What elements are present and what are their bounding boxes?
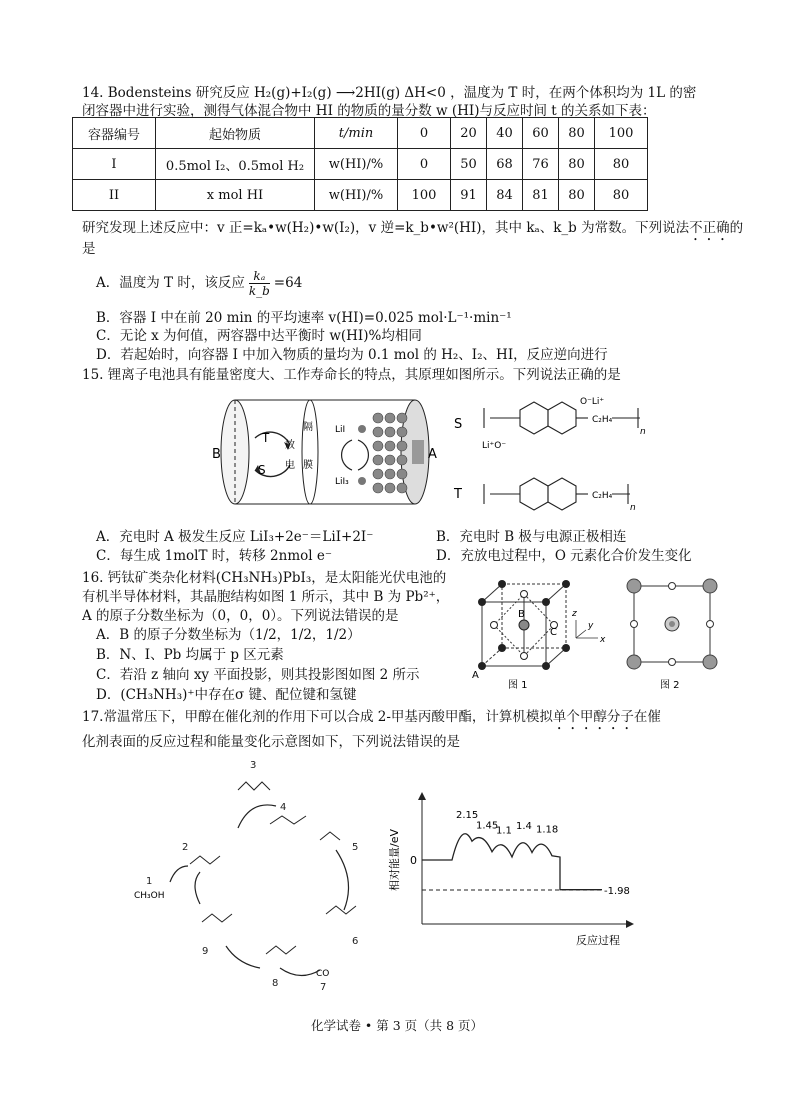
cycle-step-numbers [146, 760, 358, 990]
table-row [73, 180, 648, 211]
lii3-label: LiI₃ [335, 477, 349, 487]
zero-energy-label: 0 [410, 854, 417, 867]
co-label: CO [316, 969, 330, 979]
atom-c-label: C [550, 627, 557, 638]
methanol-label: CH₃OH [134, 891, 165, 901]
table-cell: x mol HI [156, 180, 315, 211]
energy-profile-chart [380, 790, 640, 950]
lii-cycle-arrow [342, 440, 352, 470]
q14-after-line2: 是 [82, 241, 96, 257]
table-header-cell: 容器编号 [73, 118, 156, 149]
step-6-label: 6 [352, 936, 359, 947]
charge-label: 电 [285, 460, 295, 471]
q17-stem-pre: 17.常温常压下，甲醇在催化剂的作用下可以合成 2-甲基丙酸甲酯，计算机模拟 [82, 709, 553, 725]
step-2-label: 2 [182, 842, 189, 853]
structure-s-n: n [640, 427, 646, 437]
table-cell: 0.5mol I₂、0.5mol H₂ [156, 149, 315, 180]
table-header-row [73, 118, 648, 149]
table-cell: 100 [398, 180, 451, 211]
q15-option-d: D．充放电过程中，O 元素化合价发生变化 [436, 548, 692, 564]
table-header-cell: 0 [398, 118, 451, 149]
axis-y-label: y [588, 621, 594, 631]
structure-s-li-label-2: Li⁺O⁻ [482, 441, 507, 451]
q16-option-b: B．N、I、Pb 均属于 p 区元素 [96, 647, 284, 663]
x-axis-label: 反应过程 [576, 934, 620, 947]
structure-s-c2h4: C₂H₄ [592, 415, 613, 425]
table-row [73, 149, 648, 180]
fraction-numerator: kₐ [249, 269, 270, 284]
atom-a-label: A [472, 670, 479, 681]
q15-option-b: B．充电时 B 极与电源正极相连 [436, 529, 627, 545]
projection-center-inner [669, 621, 675, 627]
catalytic-cycle-figure [130, 754, 390, 990]
energy-peak-labels [456, 810, 558, 837]
membrane [302, 400, 318, 504]
cycle-molecule-sketches [190, 782, 359, 954]
energy-peak-label: 1.18 [536, 824, 559, 836]
table-cell: 84 [486, 180, 522, 211]
table-cell: 68 [486, 149, 522, 180]
table-cell: w(HI)/% [315, 149, 398, 180]
q15-stem: 15. 锂离子电池具有能量密度大、工作寿命长的特点，其原理如图所示。下列说法正确的是 [82, 367, 621, 383]
table-cell: 76 [522, 149, 558, 180]
q14-stem-line2: 闭容器中进行实验，测得气体混合物中 HI 的物质的量分数 w (HI)与反应时间 t 的关系如下表： [82, 103, 656, 119]
q16-stem-line1: 16. 钙钛矿类杂化材料(CH₃NH₃)PbI₃，是太阳能光伏电池的 [82, 570, 447, 586]
lii-cycle-arrow [358, 440, 368, 470]
energy-peak-label: 2.15 [456, 809, 479, 821]
electrode-a-label: A [428, 447, 437, 462]
electrode-b-label: B [212, 447, 221, 462]
q17-emphasis: 单个甲醇分子 [552, 709, 634, 725]
table-cell: 80 [558, 180, 594, 211]
table-cell: 0 [398, 149, 451, 180]
terminal-a [412, 440, 424, 464]
table-header-cell: t/min [315, 118, 398, 149]
step-3-label: 3 [250, 760, 257, 771]
lii3-particle [358, 477, 366, 485]
structure-s-li-label-1: O⁻Li⁺ [580, 397, 605, 407]
structure-t-label: T [454, 487, 462, 502]
step-5-label: 5 [352, 842, 359, 853]
q15-option-a: A．充电时 A 极发生反应 LiI₃+2e⁻＝LiI+2I⁻ [96, 529, 374, 545]
energy-curve [422, 834, 602, 890]
membrane-label-2: 膜 [303, 460, 313, 471]
q14-option-c: C．无论 x 为何值，两容器中达平衡时 w(HI)%均相同 [96, 328, 422, 344]
table-cell: 80 [558, 149, 594, 180]
label-s: S [258, 463, 266, 477]
y-axis-label: 相对能量/eV [388, 829, 401, 891]
table-header-cell: 起始物质 [156, 118, 315, 149]
step-9-label: 9 [202, 946, 209, 957]
table-header-cell: 60 [522, 118, 558, 149]
step-8-label: 8 [272, 978, 279, 989]
membrane-label-1: 隔 [303, 422, 313, 433]
table-cell: w(HI)/% [315, 180, 398, 211]
q14-table [72, 117, 648, 211]
structure-t-c2h4: C₂H₄ [592, 491, 613, 501]
energy-peak-label: 1.45 [476, 820, 499, 832]
q14-stem-line1: 14. Bodensteins 研究反应 H₂(g)+I₂(g) ⟶2HI(g) ΔH<0 ，温度为 T 时，在两个体积均为 1L 的密 [82, 85, 697, 101]
q16-option-a: A．B 的原子分数坐标为（1/2，1/2，1/2） [96, 627, 361, 643]
structure-s-drawing [484, 402, 640, 434]
structure-t-n: n [630, 503, 636, 513]
fig2-caption: 图 2 [660, 680, 680, 691]
table-cell: 80 [594, 180, 647, 211]
step-1-label: 1 [146, 876, 153, 887]
table-cell: 50 [450, 149, 486, 180]
table-cell: I [73, 149, 156, 180]
q14-after-line1 [82, 219, 743, 244]
q16-stem-line2: 有机半导体材料，其晶胞结构如图 1 所示，其中 B 为 Pb²⁺， [82, 589, 450, 605]
q16-option-c: C．若沿 z 轴向 xy 平面投影，则其投影图如图 2 所示 [96, 667, 420, 683]
final-energy-label: -1.98 [604, 886, 630, 897]
q16-stem-line3: A 的原子分数坐标为（0，0，0）。下列说法错误的是 [82, 608, 399, 624]
q14-after-tail: 的 [729, 220, 744, 236]
lii-label: LiI [335, 425, 346, 435]
table-header-cell: 20 [450, 118, 486, 149]
discharge-label: 放 [285, 440, 295, 451]
x-axis-arrowhead [626, 920, 634, 928]
q14-option-b: B．容器 I 中在前 20 min 的平均速率 v(HI)=0.025 mol·L⁻¹·min⁻¹ [96, 310, 512, 326]
lii-particle [358, 425, 366, 433]
table-header-cell: 80 [558, 118, 594, 149]
q17-stem-line1 [82, 708, 661, 733]
q14-emphasis: 不正确 [689, 220, 730, 236]
page-footer: 化学试卷 • 第 3 页（共 8 页） [310, 1018, 484, 1033]
fraction-denominator: k_b [248, 284, 270, 298]
axis-x-label: x [600, 635, 606, 645]
table-cell: 91 [450, 180, 486, 211]
y-axis-arrowhead [418, 792, 426, 800]
atom-b-label: B [518, 609, 525, 620]
q14-option-a-post: =64 [273, 275, 303, 291]
body-center-atom [519, 620, 529, 630]
q15-option-c: C．每生成 1molT 时，转移 2nmol e⁻ [96, 548, 332, 564]
q17-stem-post: 在催 [633, 709, 661, 725]
q16-option-d: D．(CH₃NH₃)⁺中存在σ 键、配位键和氢键 [96, 687, 357, 703]
table-header-cell: 40 [486, 118, 522, 149]
table-header-cell: 100 [594, 118, 647, 149]
axes [576, 620, 598, 638]
battery-figure [200, 390, 700, 520]
table-cell: II [73, 180, 156, 211]
fig1-caption: 图 1 [508, 680, 528, 691]
structure-s-label: S [454, 417, 463, 432]
energy-peak-label: 1.4 [516, 821, 532, 832]
table-cell: 81 [522, 180, 558, 211]
q14-after-text: 研究发现上述反应中：v 正=kₐ•w(H₂)•w(I₂)，v 逆=k_b•w²(HI)，其中 kₐ、k_b 为常数。下列说法 [82, 220, 690, 236]
axis-z-label: z [572, 609, 577, 619]
rate-constant-fraction [249, 269, 270, 298]
step-4-label: 4 [280, 802, 287, 813]
q14-option-a-pre: A．温度为 T 时，该反应 [96, 275, 245, 291]
q14-option-d: D．若起始时，向容器 I 中加入物质的量均为 0.1 mol 的 H₂、I₂、HI，反应逆向进行 [96, 347, 608, 363]
table-cell: 80 [594, 149, 647, 180]
cycle-arrows [170, 805, 349, 976]
step-7-label: 7 [320, 982, 327, 990]
q17-stem-line2: 化剂表面的反应过程和能量变化示意图如下，下列说法错误的是 [82, 734, 460, 750]
energy-peak-label: 1.1 [496, 825, 512, 837]
crystal-figures [468, 572, 728, 692]
label-t: T [262, 431, 270, 445]
q14-option-a [96, 265, 302, 301]
